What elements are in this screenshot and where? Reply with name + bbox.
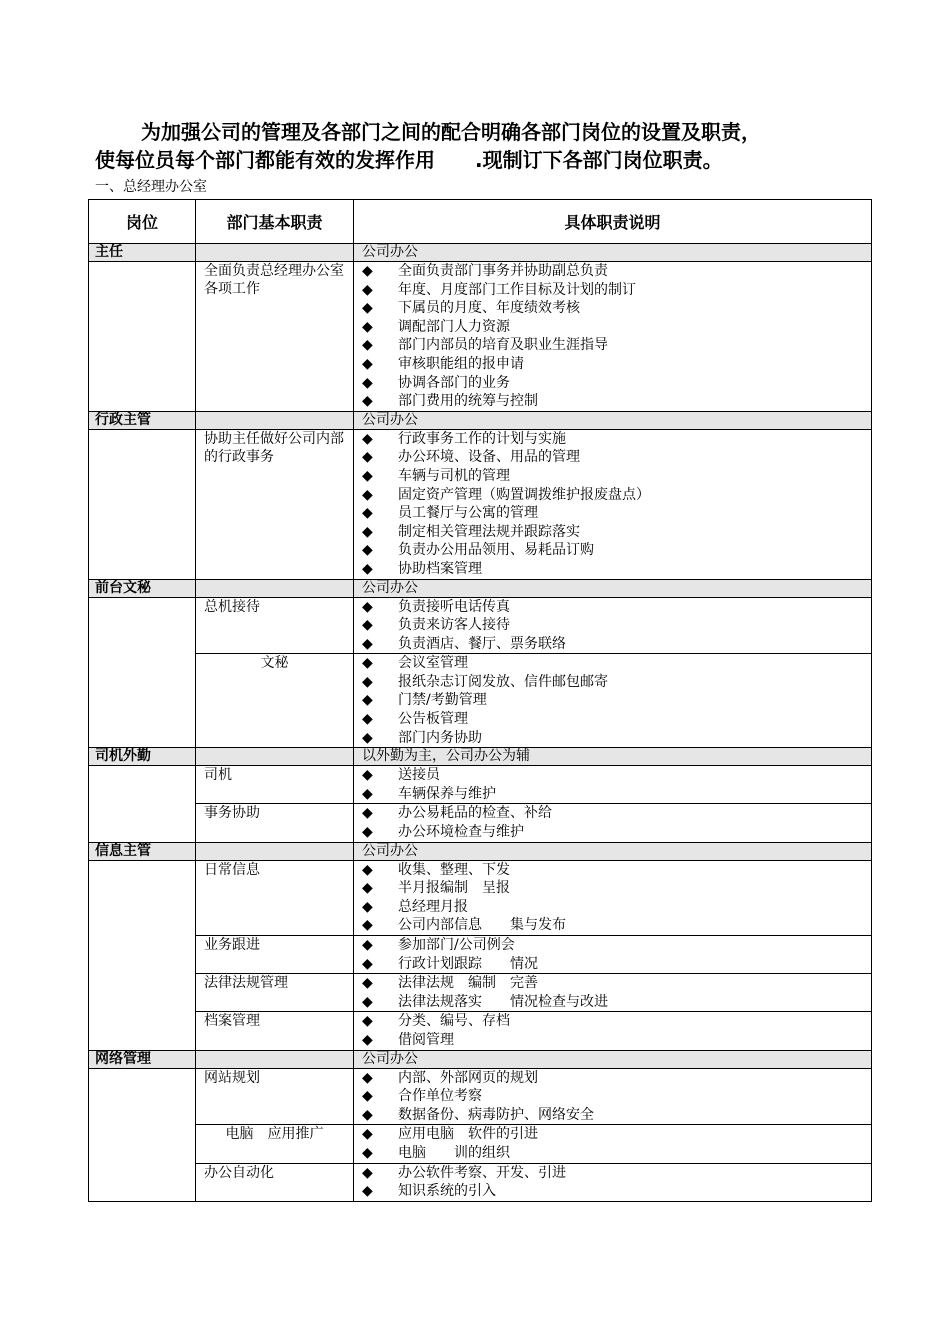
bullet-icon: ◆ [362, 337, 373, 354]
duty-item-text: 借阅管理 [398, 1031, 454, 1048]
basic-duty-cell [196, 974, 354, 1012]
bullet-icon: ◆ [362, 635, 373, 652]
duty-item-text: 公司内部信息 集与发布 [398, 917, 566, 934]
duty-item-text: 办公环境、设备、用品的管理 [398, 449, 580, 466]
duty-list [354, 430, 871, 579]
basic-duty-text: 网站规划 [204, 1069, 260, 1086]
duty-item-text: 车辆与司机的管理 [398, 467, 510, 484]
basic-duty-text: 事务协助 [204, 805, 260, 822]
basic-duty-cell [196, 1012, 354, 1050]
duty-row [89, 262, 872, 412]
detail-cell [354, 262, 872, 412]
duty-item-text: 收集、整理、下发 [398, 861, 510, 878]
duty-row [89, 804, 872, 842]
duty-item-text: 负责接听电话传真 [398, 598, 510, 615]
position-name: 信息主管 [89, 842, 196, 860]
duty-row [89, 597, 872, 654]
bullet-icon: ◆ [362, 523, 373, 540]
duty-list [354, 262, 871, 411]
duty-list [354, 1069, 871, 1125]
section-row [89, 579, 872, 597]
duty-list [354, 1164, 871, 1201]
duty-item [354, 916, 871, 935]
duty-list [354, 1012, 871, 1049]
duty-item [354, 541, 871, 560]
duty-row [89, 1012, 872, 1050]
bullet-icon: ◆ [362, 1106, 373, 1123]
duty-item-text: 内部、外部网页的规划 [398, 1069, 538, 1086]
work-location: 以外勤为主，公司办公为辅 [354, 748, 872, 766]
detail-cell [354, 804, 872, 842]
position-name: 网络管理 [89, 1050, 196, 1068]
basic-duty-text: 文秘 [260, 655, 289, 672]
duty-row [89, 654, 872, 748]
basic-duty-cell [196, 597, 354, 654]
basic-duty-text: 总机接待 [204, 598, 260, 615]
detail-cell [354, 936, 872, 974]
duty-item-text: 负责办公用品领用、易耗品订购 [398, 542, 594, 559]
duty-item [354, 336, 871, 355]
basic-duty-cell [196, 1163, 354, 1201]
section-row [89, 842, 872, 860]
duty-item [354, 766, 871, 785]
work-location: 公司办公 [354, 579, 872, 597]
duty-item-text: 部门内务协助 [398, 729, 482, 746]
duty-item [354, 299, 871, 318]
duty-item [354, 1012, 871, 1031]
basic-duty-cell [196, 1125, 354, 1163]
detail-cell [354, 429, 872, 579]
duty-item [354, 616, 871, 635]
duty-item [354, 1125, 871, 1144]
empty-cell [196, 411, 354, 429]
duty-item-text: 办公易耗品的检查、补给 [398, 805, 552, 822]
basic-duty-cell [196, 766, 354, 804]
detail-cell [354, 597, 872, 654]
position-cell [89, 262, 196, 412]
bullet-icon: ◆ [362, 598, 373, 615]
duty-item [354, 1164, 871, 1183]
basic-duty-cell [196, 429, 354, 579]
duty-item-text: 年度、月度部门工作目标及计划的制订 [398, 281, 636, 298]
duty-item [354, 467, 871, 486]
basic-duty-cell [196, 262, 354, 412]
bullet-icon: ◆ [362, 1031, 373, 1048]
basic-duty-text: 司机 [204, 767, 232, 784]
duty-item-text: 公告板管理 [398, 711, 468, 728]
bullet-icon: ◆ [362, 1069, 373, 1086]
basic-duty-text: 电脑 应用推广 [225, 1126, 324, 1143]
duty-item-text: 法律法规 编制 完善 [398, 975, 538, 992]
bullet-icon: ◆ [362, 975, 373, 992]
duty-item [354, 281, 871, 300]
bullet-icon: ◆ [362, 880, 373, 897]
position-name: 行政主管 [89, 411, 196, 429]
bullet-icon: ◆ [362, 617, 373, 634]
duty-item [354, 673, 871, 692]
bullet-icon: ◆ [362, 673, 373, 690]
table-header-row [89, 200, 872, 244]
empty-cell [196, 842, 354, 860]
duty-item-text: 办公软件考察、开发、引进 [398, 1164, 566, 1181]
basic-duty-cell [196, 804, 354, 842]
basic-duty-cell [196, 936, 354, 974]
duty-list [354, 861, 871, 935]
work-location: 公司办公 [354, 411, 872, 429]
duty-item-text: 送接员 [398, 767, 440, 784]
section-row [89, 748, 872, 766]
position-name: 司机外勤 [89, 748, 196, 766]
bullet-icon: ◆ [362, 937, 373, 953]
bullet-icon: ◆ [362, 467, 373, 484]
duty-item [354, 448, 871, 467]
duty-list [354, 1125, 871, 1162]
bullet-icon: ◆ [362, 430, 373, 447]
duty-item [354, 430, 871, 449]
duty-item [354, 1031, 871, 1050]
duty-item [354, 560, 871, 579]
duty-item-text: 参加部门/公司例会 [398, 937, 515, 953]
bullet-icon: ◆ [362, 486, 373, 503]
section-title: 一、总经理办公室 [95, 179, 207, 195]
bullet-icon: ◆ [362, 861, 373, 878]
duty-list [354, 654, 871, 747]
duty-list [354, 766, 871, 803]
bullet-icon: ◆ [362, 449, 373, 466]
detail-cell [354, 1125, 872, 1163]
intro-line-1: 为加强公司的管理及各部门之间的配合明确各部门岗位的设置及职责， [141, 120, 761, 144]
header-position: 岗位 [89, 200, 196, 244]
position-cell [89, 597, 196, 748]
basic-duty-text: 协助主任做好公司内部的行政事务 [204, 430, 344, 465]
duty-item [354, 955, 871, 974]
duty-item [354, 1182, 871, 1201]
detail-cell [354, 1012, 872, 1050]
bullet-icon: ◆ [362, 318, 373, 335]
duty-list [354, 974, 871, 1011]
duty-item [354, 804, 871, 823]
duty-item [354, 1106, 871, 1125]
bullet-icon: ◆ [362, 993, 373, 1010]
duty-row [89, 766, 872, 804]
bullet-icon: ◆ [362, 1088, 373, 1105]
bullet-icon: ◆ [362, 898, 373, 915]
duty-item-text: 全面负责部门事务并协助副总负责 [398, 263, 608, 279]
bullet-icon: ◆ [362, 711, 373, 728]
duty-item-text: 审核职能组的报申请 [398, 355, 524, 372]
position-name: 前台文秘 [89, 579, 196, 597]
detail-cell [354, 860, 872, 935]
duty-item-text: 调配部门人力资源 [398, 318, 510, 335]
work-location: 公司办公 [354, 244, 872, 262]
bullet-icon: ◆ [362, 917, 373, 934]
duty-item [354, 936, 871, 955]
position-cell [89, 429, 196, 579]
bullet-icon: ◆ [362, 505, 373, 522]
basic-duty-text: 档案管理 [204, 1013, 260, 1030]
position-cell [89, 1068, 196, 1201]
detail-cell [354, 1068, 872, 1125]
basic-duty-text: 办公自动化 [204, 1164, 274, 1181]
work-location: 公司办公 [354, 1050, 872, 1068]
bullet-icon: ◆ [362, 1164, 373, 1181]
duty-row [89, 1068, 872, 1125]
basic-duty-cell [196, 1068, 354, 1125]
duty-item-text: 员工餐厅与公寓的管理 [398, 505, 538, 522]
bullet-icon: ◆ [362, 1126, 373, 1143]
section-row [89, 244, 872, 262]
duty-item-text: 报纸杂志订阅发放、信件邮包邮寄 [398, 673, 608, 690]
duty-item-text: 负责来访客人接待 [398, 617, 510, 634]
duty-item [354, 598, 871, 617]
position-cell [89, 766, 196, 842]
duty-list [354, 598, 871, 654]
bullet-icon: ◆ [362, 300, 373, 317]
duty-item [354, 861, 871, 880]
duty-row [89, 974, 872, 1012]
bullet-icon: ◆ [362, 785, 373, 802]
duty-item-text: 负责酒店、餐厅、票务联络 [398, 635, 566, 652]
duty-list [354, 804, 871, 841]
duty-list [354, 936, 871, 973]
empty-cell [196, 748, 354, 766]
bullet-icon: ◆ [362, 955, 373, 972]
bullet-icon: ◆ [362, 542, 373, 559]
duty-item-text: 知识系统的引入 [398, 1183, 496, 1200]
duty-item-text: 会议室管理 [398, 655, 468, 672]
intro-line-2: 使每位员每个部门都能有效的发挥作用 .现制订下各部门岗位职责。 [95, 148, 723, 172]
duty-item-text: 固定资产管理（购置调拨维护报废盘点） [398, 486, 650, 503]
bullet-icon: ◆ [362, 560, 373, 577]
basic-duty-text: 日常信息 [204, 861, 260, 878]
empty-cell [196, 1050, 354, 1068]
work-location: 公司办公 [354, 842, 872, 860]
duty-item [354, 318, 871, 337]
bullet-icon: ◆ [362, 824, 373, 841]
header-basic-duty: 部门基本职责 [196, 200, 354, 244]
duty-item [354, 392, 871, 411]
bullet-icon: ◆ [362, 263, 373, 279]
duty-item-text: 部门内部员的培育及职业生涯指导 [398, 337, 608, 354]
detail-cell [354, 766, 872, 804]
intro-paragraph [95, 118, 855, 174]
duty-item [354, 1087, 871, 1106]
bullet-icon: ◆ [362, 729, 373, 746]
duty-item-text: 电脑 训的组织 [398, 1144, 510, 1161]
bullet-icon: ◆ [362, 1183, 373, 1200]
bullet-icon: ◆ [362, 355, 373, 372]
bullet-icon: ◆ [362, 374, 373, 391]
duty-item [354, 635, 871, 654]
duty-row [89, 1163, 872, 1201]
duty-item-text: 数据备份、病毒防护、网络安全 [398, 1106, 594, 1123]
duty-item [354, 1144, 871, 1163]
duty-item-text: 法律法规落实 情况检查与改进 [398, 993, 608, 1010]
bullet-icon: ◆ [362, 393, 373, 410]
section-row [89, 411, 872, 429]
duty-item-text: 协调各部门的业务 [398, 374, 510, 391]
header-detail: 具体职责说明 [354, 200, 872, 244]
duty-row [89, 860, 872, 935]
duty-item [354, 504, 871, 523]
duty-item [354, 729, 871, 748]
duty-item [354, 486, 871, 505]
duty-item [354, 262, 871, 281]
duty-item-text: 车辆保养与维护 [398, 785, 496, 802]
position-name: 主任 [89, 244, 196, 262]
duty-item-text: 行政事务工作的计划与实施 [398, 430, 566, 447]
bullet-icon: ◆ [362, 767, 373, 784]
duty-row [89, 429, 872, 579]
bullet-icon: ◆ [362, 1144, 373, 1161]
duty-item-text: 分类、编号、存档 [398, 1013, 510, 1030]
duty-item-text: 行政计划跟踪 情况 [398, 955, 538, 972]
duty-item [354, 785, 871, 804]
duty-item [354, 691, 871, 710]
empty-cell [196, 579, 354, 597]
duty-item [354, 523, 871, 542]
duty-item [354, 993, 871, 1012]
duty-item [354, 823, 871, 842]
bullet-icon: ◆ [362, 805, 373, 822]
bullet-icon: ◆ [362, 1013, 373, 1030]
bullet-icon: ◆ [362, 281, 373, 298]
duty-item-text: 合作单位考察 [398, 1088, 482, 1105]
duty-item [354, 374, 871, 393]
duty-item-text: 协助档案管理 [398, 560, 482, 577]
position-cell [89, 860, 196, 1050]
detail-cell [354, 654, 872, 748]
duty-item [354, 898, 871, 917]
basic-duty-cell [196, 860, 354, 935]
detail-cell [354, 1163, 872, 1201]
basic-duty-text: 全面负责总经理办公室各项工作 [204, 263, 344, 297]
duty-item [354, 974, 871, 993]
duty-item-text: 制定相关管理法规并跟踪落实 [398, 523, 580, 540]
duty-item [354, 879, 871, 898]
duty-row [89, 936, 872, 974]
detail-cell [354, 974, 872, 1012]
basic-duty-cell [196, 654, 354, 748]
duty-item-text: 半月报编制 呈报 [398, 880, 510, 897]
basic-duty-text: 法律法规管理 [204, 975, 288, 992]
duty-item [354, 355, 871, 374]
section-row [89, 1050, 872, 1068]
duty-item-text: 门禁/考勤管理 [398, 692, 487, 709]
bullet-icon: ◆ [362, 692, 373, 709]
duty-item-text: 部门费用的统筹与控制 [398, 393, 538, 410]
bullet-icon: ◆ [362, 655, 373, 672]
duty-item-text: 办公环境检查与维护 [398, 824, 524, 841]
duty-row [89, 1125, 872, 1163]
duty-item [354, 1069, 871, 1088]
empty-cell [196, 244, 354, 262]
duty-item-text: 应用电脑 软件的引进 [398, 1126, 538, 1143]
duty-item [354, 654, 871, 673]
basic-duty-text: 业务跟进 [204, 937, 260, 953]
duties-table [88, 199, 872, 1202]
duty-item-text: 总经理月报 [398, 898, 468, 915]
duty-item [354, 710, 871, 729]
duty-item-text: 下属员的月度、年度绩效考核 [398, 300, 580, 317]
